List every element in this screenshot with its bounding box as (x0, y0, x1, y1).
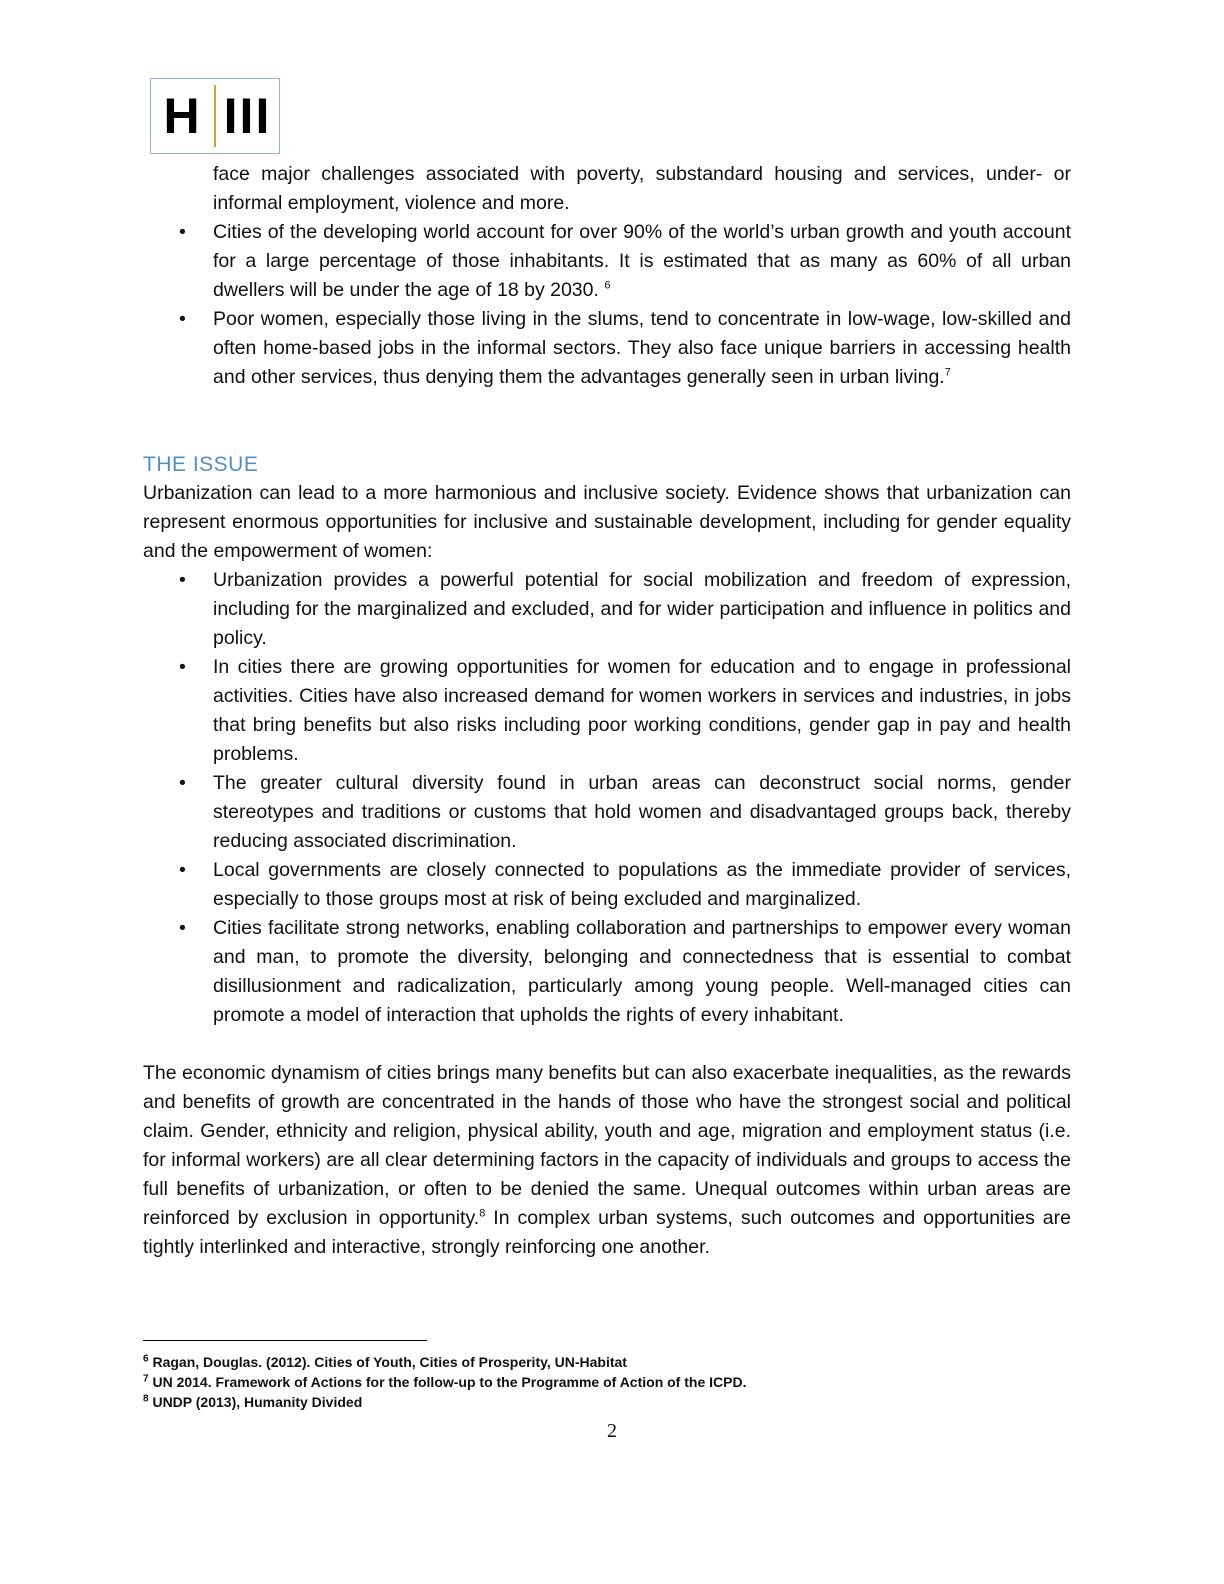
footnote-text: UNDP (2013), Humanity Divided (152, 1394, 363, 1410)
list-item (143, 914, 1071, 1030)
section-heading: THE ISSUE (143, 453, 259, 476)
section-intro: Urbanization can lead to a more harmonious and inclusive society. Evidence shows that urbanization can represent enormous opportunities for inclusive and sustainable development, including for gender equality and the empowerment of women: (143, 482, 1071, 562)
footnote-text: Ragan, Douglas. (2012). Cities of Youth, Cities of Prosperity, UN-Habitat (152, 1354, 627, 1370)
footnote-text: UN 2014. Framework of Actions for the follow-up to the Programme of Action of the ICPD. (152, 1374, 747, 1390)
list-item-text: Cities facilitate strong networks, enabling collaboration and partnerships to empower every woman and man, to promote the diversity, belonging and connectedness that is essential to combat disillusionment and radicalization, particularly among young people. Well-managed cities can promote a model of interaction that upholds the rights of every inhabitant. (213, 917, 1071, 1026)
list-item-text: Poor women, especially those living in the slums, tend to concentrate in low-wage, low-skilled and often home-based jobs in the informal sectors. They also face unique barriers in accessing health and other services, thus denying them the advantages generally seen in urban living. (213, 308, 1071, 388)
footnote-number: 8 (143, 1393, 149, 1405)
section-spacer (143, 392, 1071, 450)
logo-left-letter: H (163, 88, 202, 144)
footnotes (143, 1352, 1043, 1412)
footnote-ref[interactable]: 7 (944, 366, 951, 379)
closing-paragraph (143, 1059, 1071, 1262)
footnote (143, 1352, 1043, 1372)
footnote-ref[interactable]: 6 (604, 279, 611, 292)
list-item (143, 769, 1071, 856)
list-item (143, 160, 1071, 218)
list-item (143, 566, 1071, 653)
list-item-text: Urbanization provides a powerful potential for social mobilization and freedom of expression, including for the marginalized and excluded, and for wider participation and influence in politics and policy. (213, 569, 1071, 649)
list-item-text: Local governments are closely connected to populations as the immediate provider of services, especially to those groups most at risk of being excluded and marginalized. (213, 859, 1071, 910)
document-body (143, 160, 1071, 1262)
paragraph-spacer (143, 1030, 1071, 1059)
logo (150, 78, 280, 154)
logo-right-letters: III (223, 88, 272, 144)
bullet-icon: • (179, 308, 186, 330)
issue-bullet-list (143, 566, 1071, 1030)
footnote-ref[interactable]: 8 (479, 1207, 486, 1220)
list-item-text: face major challenges associated with poverty, substandard housing and services, under- or informal employment, violence and more. (213, 163, 1071, 214)
footnote-number: 6 (143, 1353, 149, 1365)
page-number: 2 (607, 1420, 617, 1442)
list-item-text: Cities of the developing world account for over 90% of the world’s urban growth and youth account for a large percentage of those inhabitants. It is estimated that as many as 60% of all urban dwellers will be under the age of 18 by 2030. (213, 221, 1071, 301)
bullet-icon: • (179, 917, 186, 939)
list-item (143, 653, 1071, 769)
footnote-divider (143, 1340, 427, 1341)
list-item (143, 218, 1071, 305)
bullet-icon: • (179, 859, 186, 881)
bullet-icon: • (179, 772, 186, 794)
footnote (143, 1372, 1043, 1392)
bullet-icon: • (179, 656, 186, 678)
bullet-icon: • (179, 569, 186, 591)
closing-text-part1: The economic dynamism of cities brings many benefits but can also exacerbate inequalities, as the rewards and benefits of growth are concentrated in the hands of those who have the strongest social and political claim. Gender, ethnicity and religion, physical ability, youth and age, migration and employment status (i.e. for informal workers) are all clear determining factors in the capacity of individuals and groups to access the full benefits of urbanization, or often to be denied the same. Unequal outcomes within urban areas are reinforced by exclusion in opportunity. (143, 1062, 1071, 1229)
closing-text-part2: In complex urban systems, such outcomes and opportunities are tightly interlinked and interactive, strongly reinforcing one another. (143, 1207, 1071, 1258)
list-item-text: The greater cultural diversity found in urban areas can deconstruct social norms, gender stereotypes and traditions or customs that hold women and disadvantaged groups back, thereby reducing associated discrimination. (213, 772, 1071, 852)
bullet-icon: • (179, 221, 186, 243)
footnote (143, 1392, 1043, 1412)
footnote-number: 7 (143, 1373, 149, 1385)
top-bullet-list (143, 160, 1071, 392)
list-item (143, 856, 1071, 914)
list-item-text: In cities there are growing opportunities for women for education and to engage in professional activities. Cities have also increased demand for women workers in services and industries, in jobs that bring benefits but also risks including poor working conditions, gender gap in pay and health problems. (213, 656, 1071, 765)
list-item (143, 305, 1071, 392)
